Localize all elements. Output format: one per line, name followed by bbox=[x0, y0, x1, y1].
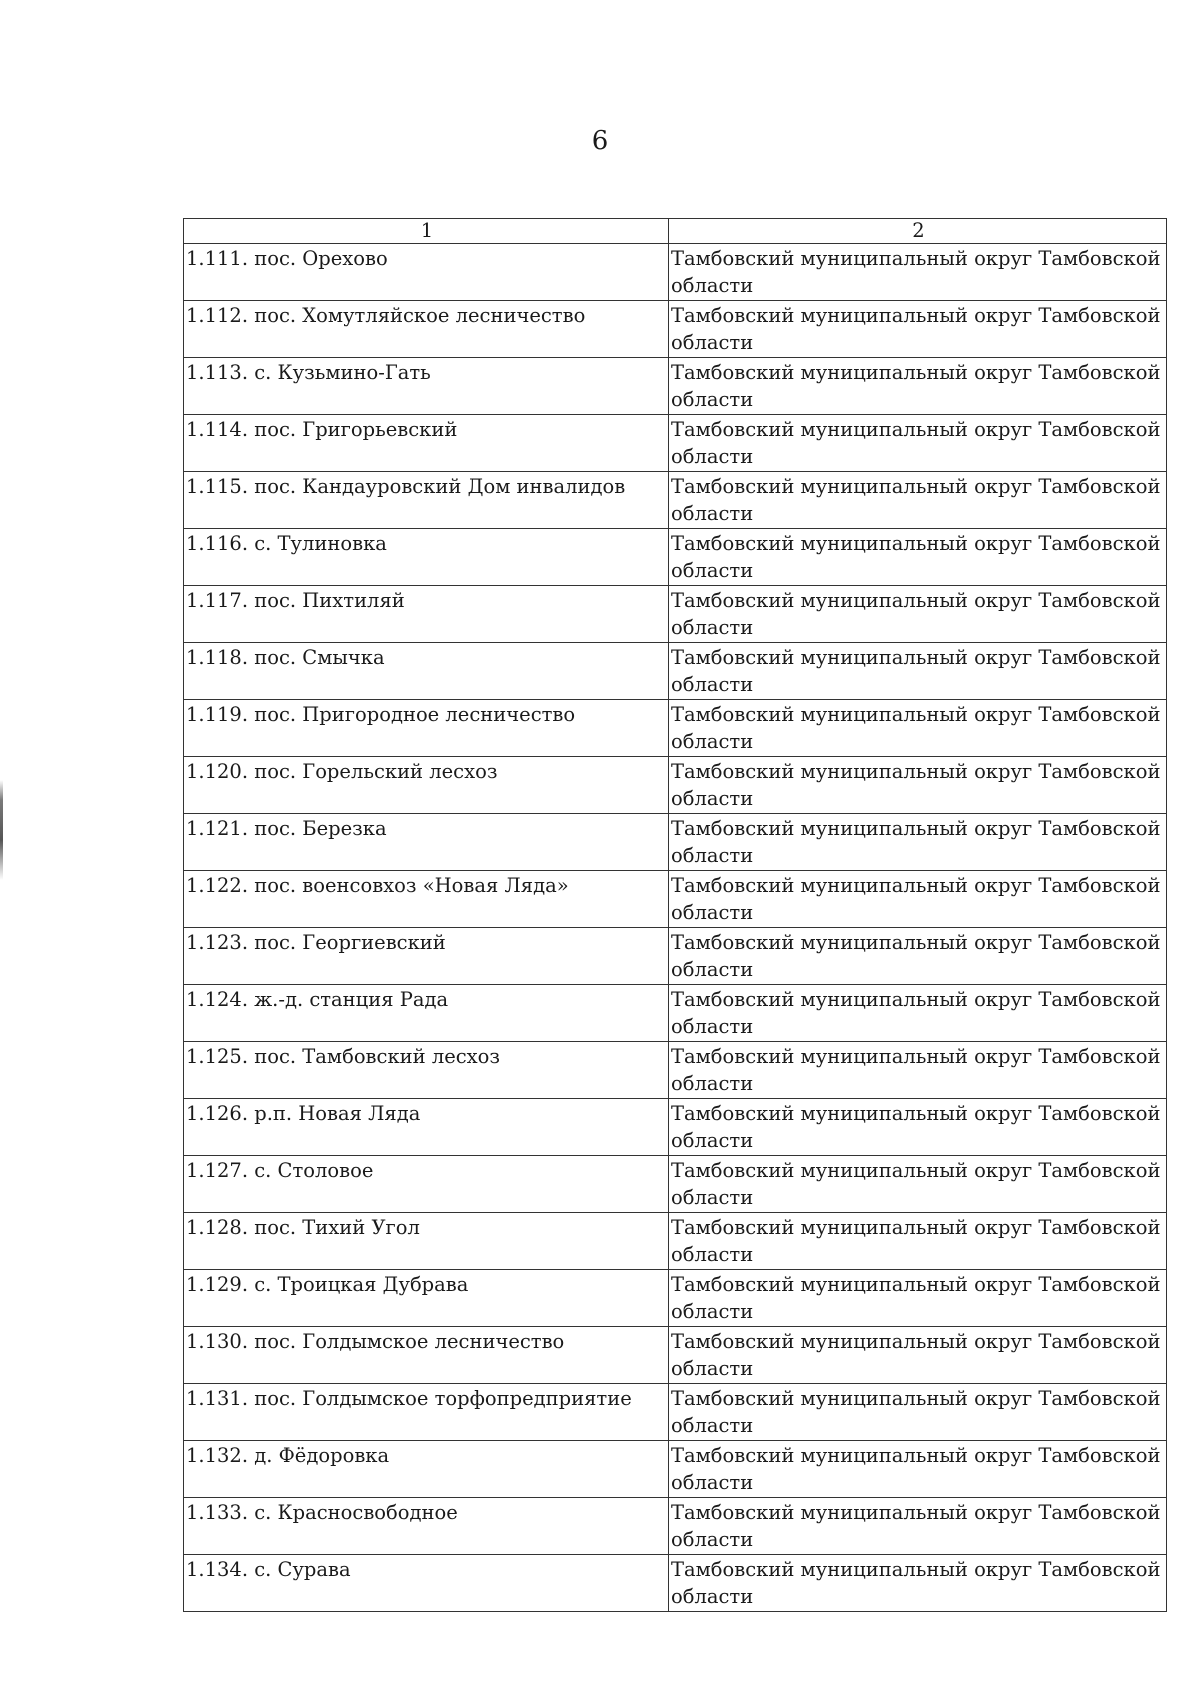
page-number: 6 bbox=[591, 126, 609, 156]
settlement-name-cell: 1.133. с. Красносвободное bbox=[184, 1498, 669, 1555]
table-row bbox=[184, 529, 1167, 586]
municipal-district-cell: Тамбовский муниципальный округ Тамбовской области bbox=[669, 643, 1167, 700]
settlement-name-cell: 1.121. пос. Березка bbox=[184, 814, 669, 871]
municipal-district-cell: Тамбовский муниципальный округ Тамбовской области bbox=[669, 985, 1167, 1042]
settlement-name-cell: 1.116. с. Тулиновка bbox=[184, 529, 669, 586]
table-row bbox=[184, 1384, 1167, 1441]
table-row bbox=[184, 1327, 1167, 1384]
settlement-name-cell: 1.127. с. Столовое bbox=[184, 1156, 669, 1213]
municipal-district-cell: Тамбовский муниципальный округ Тамбовской области bbox=[669, 1156, 1167, 1213]
settlement-name-cell: 1.111. пос. Орехово bbox=[184, 244, 669, 301]
settlement-name-cell: 1.120. пос. Горельский лесхоз bbox=[184, 757, 669, 814]
table-row bbox=[184, 301, 1167, 358]
table-row bbox=[184, 757, 1167, 814]
municipal-district-cell: Тамбовский муниципальный округ Тамбовской области bbox=[669, 1384, 1167, 1441]
settlement-name-cell: 1.129. с. Троицкая Дубрава bbox=[184, 1270, 669, 1327]
municipal-district-cell: Тамбовский муниципальный округ Тамбовской области bbox=[669, 1213, 1167, 1270]
table-header-row bbox=[184, 219, 1167, 244]
table-row bbox=[184, 1441, 1167, 1498]
settlement-name-cell: 1.119. пос. Пригородное лесничество bbox=[184, 700, 669, 757]
table-header bbox=[184, 219, 1167, 244]
table-row bbox=[184, 586, 1167, 643]
municipal-district-cell: Тамбовский муниципальный округ Тамбовской области bbox=[669, 301, 1167, 358]
municipal-district-cell: Тамбовский муниципальный округ Тамбовской области bbox=[669, 1327, 1167, 1384]
municipal-district-cell: Тамбовский муниципальный округ Тамбовской области bbox=[669, 928, 1167, 985]
table-row bbox=[184, 1270, 1167, 1327]
table-row bbox=[184, 1156, 1167, 1213]
settlement-name-cell: 1.117. пос. Пихтиляй bbox=[184, 586, 669, 643]
settlement-name-cell: 1.126. р.п. Новая Ляда bbox=[184, 1099, 669, 1156]
scan-edge-mark bbox=[0, 780, 3, 880]
table-row bbox=[184, 358, 1167, 415]
settlement-name-cell: 1.132. д. Фёдоровка bbox=[184, 1441, 669, 1498]
table-row bbox=[184, 928, 1167, 985]
column-header-2: 2 bbox=[669, 219, 1167, 244]
settlement-name-cell: 1.131. пос. Голдымское торфопредприятие bbox=[184, 1384, 669, 1441]
municipal-district-cell: Тамбовский муниципальный округ Тамбовской области bbox=[669, 700, 1167, 757]
municipal-district-cell: Тамбовский муниципальный округ Тамбовской области bbox=[669, 1270, 1167, 1327]
municipal-district-cell: Тамбовский муниципальный округ Тамбовской области bbox=[669, 529, 1167, 586]
table-row bbox=[184, 1099, 1167, 1156]
table-row bbox=[184, 700, 1167, 757]
table-row bbox=[184, 871, 1167, 928]
settlement-name-cell: 1.123. пос. Георгиевский bbox=[184, 928, 669, 985]
municipal-district-cell: Тамбовский муниципальный округ Тамбовской области bbox=[669, 1555, 1167, 1612]
municipal-district-cell: Тамбовский муниципальный округ Тамбовской области bbox=[669, 814, 1167, 871]
settlement-name-cell: 1.118. пос. Смычка bbox=[184, 643, 669, 700]
column-header-1: 1 bbox=[184, 219, 669, 244]
municipal-district-cell: Тамбовский муниципальный округ Тамбовской области bbox=[669, 586, 1167, 643]
settlement-name-cell: 1.114. пос. Григорьевский bbox=[184, 415, 669, 472]
table-row bbox=[184, 244, 1167, 301]
table-row bbox=[184, 1213, 1167, 1270]
municipal-district-cell: Тамбовский муниципальный округ Тамбовской области bbox=[669, 1498, 1167, 1555]
municipal-district-cell: Тамбовский муниципальный округ Тамбовской области bbox=[669, 1042, 1167, 1099]
table-row bbox=[184, 1555, 1167, 1612]
table-row bbox=[184, 415, 1167, 472]
municipal-district-cell: Тамбовский муниципальный округ Тамбовской области bbox=[669, 358, 1167, 415]
municipal-district-cell: Тамбовский муниципальный округ Тамбовской области bbox=[669, 1441, 1167, 1498]
settlements-table bbox=[183, 218, 1167, 1612]
settlement-name-cell: 1.128. пос. Тихий Угол bbox=[184, 1213, 669, 1270]
municipal-district-cell: Тамбовский муниципальный округ Тамбовской области bbox=[669, 871, 1167, 928]
settlement-name-cell: 1.134. с. Сурава bbox=[184, 1555, 669, 1612]
settlement-name-cell: 1.124. ж.-д. станция Рада bbox=[184, 985, 669, 1042]
settlement-name-cell: 1.122. пос. военсовхоз «Новая Ляда» bbox=[184, 871, 669, 928]
municipal-district-cell: Тамбовский муниципальный округ Тамбовской области bbox=[669, 1099, 1167, 1156]
table-row bbox=[184, 985, 1167, 1042]
table-row bbox=[184, 1042, 1167, 1099]
municipal-district-cell: Тамбовский муниципальный округ Тамбовской области bbox=[669, 244, 1167, 301]
municipal-district-cell: Тамбовский муниципальный округ Тамбовской области bbox=[669, 415, 1167, 472]
settlement-name-cell: 1.113. с. Кузьмино-Гать bbox=[184, 358, 669, 415]
settlement-name-cell: 1.125. пос. Тамбовский лесхоз bbox=[184, 1042, 669, 1099]
settlement-name-cell: 1.130. пос. Голдымское лесничество bbox=[184, 1327, 669, 1384]
table-body bbox=[184, 244, 1167, 1612]
table-row bbox=[184, 472, 1167, 529]
table-row bbox=[184, 1498, 1167, 1555]
table-row bbox=[184, 814, 1167, 871]
table-row bbox=[184, 643, 1167, 700]
municipal-district-cell: Тамбовский муниципальный округ Тамбовской области bbox=[669, 757, 1167, 814]
settlement-name-cell: 1.112. пос. Хомутляйское лесничество bbox=[184, 301, 669, 358]
settlement-name-cell: 1.115. пос. Кандауровский Дом инвалидов bbox=[184, 472, 669, 529]
municipal-district-cell: Тамбовский муниципальный округ Тамбовской области bbox=[669, 472, 1167, 529]
